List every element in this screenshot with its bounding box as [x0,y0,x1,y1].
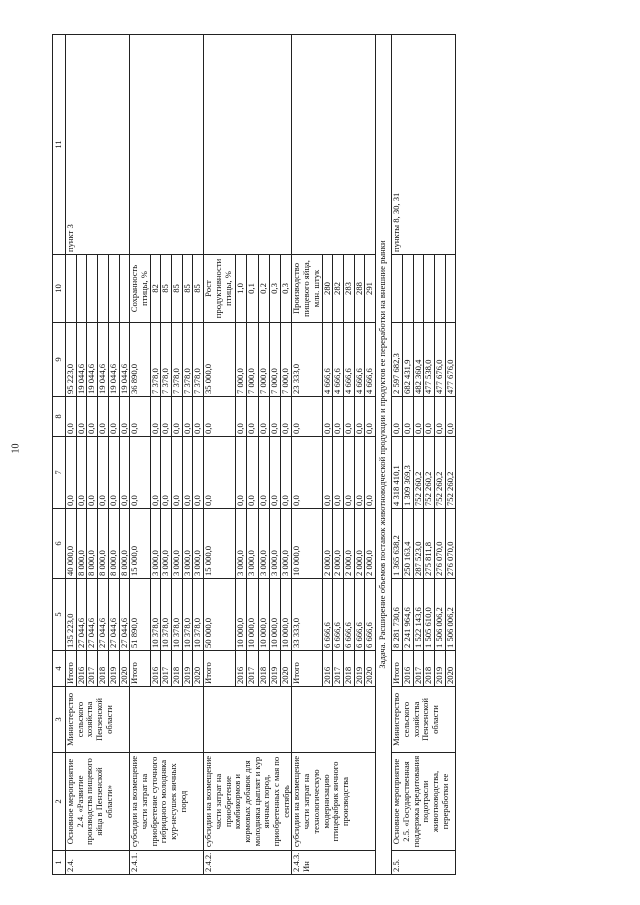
col-header: 8 [53,397,66,437]
total-value: 10 000,0 [247,579,258,651]
indicator-value [392,255,403,323]
total-value: 10 378,0 [193,579,204,651]
local-value: 0,0 [392,397,403,437]
indicator-value [413,255,424,323]
regional-value: 0,0 [172,437,183,509]
total-value: 135 223,0 [66,579,77,651]
federal-value: 8 000,0 [119,509,130,579]
table-row [292,35,322,875]
measure-name: Основное мероприятие 2.4. «Развитие производства пищевого яйца в Пензенской области» [66,753,130,851]
table-row [66,35,77,875]
total-value: 6 666,6 [322,579,333,651]
col-header: 1 [53,851,66,875]
other-value: 19 044,6 [98,323,109,397]
regional-value: 0,0 [87,437,98,509]
total-value: 27 044,6 [98,579,109,651]
local-value: 0,0 [258,397,269,437]
other-value: 7 000,0 [281,323,292,397]
local-value: 0,0 [445,397,456,437]
total-value: 10 000,0 [269,579,280,651]
indicator-value: 85 [172,255,183,323]
indicator-value [76,255,87,323]
indicator-value [66,255,77,323]
indicator-value [108,255,119,323]
federal-value: 275 811,8 [424,509,435,579]
regional-value: 0,0 [269,437,280,509]
total-value: 1 506 006,2 [434,579,445,651]
year-cell: Итого [292,651,322,687]
page-number: 10 [10,443,22,454]
local-value: 0,0 [247,397,258,437]
year-cell: 2020 [281,651,292,687]
year-cell: Итого [204,651,236,687]
other-value: 477 676,0 [434,323,445,397]
regional-value: 752 260,2 [445,437,456,509]
total-value: 10 378,0 [172,579,183,651]
indicator-value: 0,1 [247,255,258,323]
year-cell: 2018 [172,651,183,687]
total-value: 50 000,0 [204,579,236,651]
total-value: 10 378,0 [150,579,161,651]
indicator-value: 283 [343,255,354,323]
regional-value: 0,0 [193,437,204,509]
regional-value: 0,0 [247,437,258,509]
year-cell: 2019 [182,651,193,687]
indicator-value [87,255,98,323]
year-cell: 2020 [365,651,376,687]
row-number: 2.4.2. [204,851,292,875]
indicator-name: Рост продуктивности птицы, % [204,255,236,323]
federal-value: 8 000,0 [87,509,98,579]
local-value: 0,0 [98,397,109,437]
other-value: 682 431,9 [402,323,413,397]
year-cell: 2018 [343,651,354,687]
federal-value: 250 163,4 [402,509,413,579]
federal-value: 3 000,0 [247,509,258,579]
total-value: 10 378,0 [182,579,193,651]
local-value: 0,0 [424,397,435,437]
regional-value: 0,0 [365,437,376,509]
year-cell: 2016 [402,651,413,687]
other-value: 19 044,6 [119,323,130,397]
total-value: 33 333,0 [292,579,322,651]
year-cell: 2019 [434,651,445,687]
regional-value: 0,0 [182,437,193,509]
year-cell: 2018 [98,651,109,687]
federal-value: 8 000,0 [108,509,119,579]
local-value: 0,0 [76,397,87,437]
year-cell: 2016 [322,651,333,687]
federal-value: 3 000,0 [150,509,161,579]
other-value: 477 538,0 [424,323,435,397]
col-header: 6 [53,509,66,579]
measure-name: субсидии на возмещение части затрат на технологическую модернизацию птицефабрик яичного производства [292,753,376,851]
regional-value: 4 318 410,1 [392,437,403,509]
local-value: 0,0 [354,397,365,437]
year-cell: 2020 [445,651,456,687]
local-value: 0,0 [402,397,413,437]
year-cell: 2017 [247,651,258,687]
col-header: 10 [53,255,66,323]
federal-value: 3 000,0 [161,509,172,579]
regional-value: 0,0 [343,437,354,509]
total-value: 2 241 964,6 [402,579,413,651]
other-value: 4 666,6 [354,323,365,397]
col-header: 9 [53,323,66,397]
federal-value: 1 365 638,2 [392,509,403,579]
year-cell: 2019 [354,651,365,687]
regional-value: 0,0 [322,437,333,509]
total-value: 27 044,6 [76,579,87,651]
year-cell: 2020 [193,651,204,687]
regional-value: 752 260,2 [413,437,424,509]
indicator-value: 280 [322,255,333,323]
local-value: 0,0 [119,397,130,437]
indicator-value: 85 [193,255,204,323]
federal-value: 3 000,0 [258,509,269,579]
local-value: 0,0 [66,397,77,437]
local-value: 0,0 [343,397,354,437]
federal-value: 3 000,0 [235,509,246,579]
col-header: 11 [53,35,66,255]
executor [292,687,376,753]
other-value: 7 378,0 [182,323,193,397]
federal-value: 2 000,0 [343,509,354,579]
row-number: 2.4. [66,851,130,875]
regional-value: 0,0 [76,437,87,509]
indicator-value: 1,0 [235,255,246,323]
local-value: 0,0 [434,397,445,437]
indicator-value: 291 [365,255,376,323]
federal-value: 287 523,0 [413,509,424,579]
indicator-name: Сохранность птицы, % [130,255,150,323]
local-value: 0,0 [130,397,150,437]
federal-value: 3 000,0 [281,509,292,579]
other-value: 95 223,0 [66,323,77,397]
other-value: 19 044,6 [76,323,87,397]
other-value: 19 044,6 [87,323,98,397]
other-value: 7 000,0 [247,323,258,397]
local-value: 0,0 [413,397,424,437]
total-value: 27 044,6 [108,579,119,651]
other-value: 4 666,6 [333,323,344,397]
note-cell [130,35,204,255]
table-row [204,35,236,875]
indicator-value: 0,3 [281,255,292,323]
table-row [392,35,403,875]
total-value: 6 666,6 [354,579,365,651]
other-value: 19 044,6 [108,323,119,397]
total-value: 10 000,0 [281,579,292,651]
indicator-value: 85 [161,255,172,323]
local-value: 0,0 [108,397,119,437]
other-value: 7 000,0 [235,323,246,397]
task-row [376,35,392,875]
total-value: 10 000,0 [235,579,246,651]
other-value: 4 666,6 [343,323,354,397]
regional-value: 0,0 [161,437,172,509]
measure-name: Основное мероприятие 2.5. «Государственная поддержка кредитования подотрасли животноводства, переработки ее [392,753,456,851]
local-value: 0,0 [87,397,98,437]
regional-value: 0,0 [235,437,246,509]
indicator-value [98,255,109,323]
indicator-value: 282 [333,255,344,323]
year-cell: 2019 [269,651,280,687]
regional-value: 0,0 [119,437,130,509]
regional-value: 0,0 [98,437,109,509]
col-header: 5 [53,579,66,651]
rotated-page [52,35,637,875]
note-cell: пункты 8, 30, 31 [392,35,456,255]
regional-value: 0,0 [108,437,119,509]
other-value: 23 333,0 [292,323,322,397]
federal-value: 8 000,0 [98,509,109,579]
indicator-name: Производство пищевого яйца, млн. штук [292,255,322,323]
regional-value: 0,0 [258,437,269,509]
other-value: 36 890,0 [130,323,150,397]
year-cell: 2016 [76,651,87,687]
executor [130,687,204,753]
other-value: 7 378,0 [161,323,172,397]
year-cell: 2020 [119,651,130,687]
total-value: 6 666,6 [365,579,376,651]
local-value: 0,0 [281,397,292,437]
executor: Министерство сельского хозяйства Пензенской области [66,687,130,753]
local-value: 0,0 [235,397,246,437]
year-cell: Итого [130,651,150,687]
indicator-value [434,255,445,323]
note-cell [292,35,376,255]
local-value: 0,0 [193,397,204,437]
regional-value: 0,0 [292,437,322,509]
note-cell [204,35,292,255]
local-value: 0,0 [161,397,172,437]
other-value: 482 360,4 [413,323,424,397]
indicator-value: 288 [354,255,365,323]
row-number: 2.4.1. [130,851,204,875]
federal-value: 3 000,0 [269,509,280,579]
indicator-value [119,255,130,323]
federal-value: 2 000,0 [365,509,376,579]
year-cell: 2017 [333,651,344,687]
other-value: 4 666,6 [365,323,376,397]
indicator-value [402,255,413,323]
total-value: 27 044,6 [119,579,130,651]
executor: Министерство сельского хозяйства Пензенской области [392,687,456,753]
col-header: 2 [53,753,66,851]
local-value: 0,0 [333,397,344,437]
other-value: 7 378,0 [172,323,183,397]
program-table [52,34,456,875]
other-value: 4 666,6 [322,323,333,397]
header-row [53,35,66,875]
indicator-value: 85 [182,255,193,323]
local-value: 0,0 [292,397,322,437]
indicator-value [424,255,435,323]
year-cell: 2018 [258,651,269,687]
federal-value: 3 000,0 [193,509,204,579]
total-value: 51 890,0 [130,579,150,651]
table-body [66,35,456,875]
regional-value: 0,0 [130,437,150,509]
total-value: 6 666,6 [343,579,354,651]
total-value: 10 378,0 [161,579,172,651]
row-number: 2.4.3. Ин [292,851,376,875]
regional-value: 0,0 [354,437,365,509]
regional-value: 0,0 [150,437,161,509]
total-value: 1 505 610,0 [424,579,435,651]
local-value: 0,0 [269,397,280,437]
year-cell: Итого [392,651,403,687]
regional-value: 0,0 [204,437,236,509]
local-value: 0,0 [365,397,376,437]
federal-value: 3 000,0 [172,509,183,579]
federal-value: 276 070,0 [445,509,456,579]
col-header: 4 [53,651,66,687]
total-value: 6 666,6 [333,579,344,651]
year-cell: 2019 [108,651,119,687]
local-value: 0,0 [182,397,193,437]
col-header: 3 [53,687,66,753]
measure-name: субсидии на возмещение части затрат на приобретение суточного гибридного молодняка кур-несушек яичных пород [130,753,204,851]
regional-value: 0,0 [66,437,77,509]
total-value: 27 044,6 [87,579,98,651]
total-value: 10 000,0 [258,579,269,651]
regional-value: 752 260,2 [434,437,445,509]
year-cell: 2017 [87,651,98,687]
row-number: 2.5. [392,851,456,875]
year-cell: 2016 [235,651,246,687]
indicator-value [445,255,456,323]
regional-value: 0,0 [333,437,344,509]
local-value: 0,0 [204,397,236,437]
total-value: 1 506 006,2 [445,579,456,651]
federal-value: 3 000,0 [182,509,193,579]
other-value: 7 378,0 [150,323,161,397]
federal-value: 15 000,0 [204,509,236,579]
year-cell: 2017 [413,651,424,687]
indicator-value: 0,2 [258,255,269,323]
table-row [130,35,150,875]
federal-value: 276 070,0 [434,509,445,579]
note-cell: пункт 3 [66,35,130,255]
local-value: 0,0 [172,397,183,437]
regional-value: 0,0 [281,437,292,509]
other-value: 7 000,0 [258,323,269,397]
regional-value: 1 309 369,3 [402,437,413,509]
other-value: 35 000,0 [204,323,236,397]
measure-name: субсидии на возмещение части затрат на приобретение комбикормов и кормовых добавок для молодняка цыплят и кур яичных пород, приобретенных с мая по сентябрь [204,753,292,851]
federal-value: 8 000,0 [76,509,87,579]
federal-value: 10 000,0 [292,509,322,579]
other-value: 7 000,0 [269,323,280,397]
year-cell: 2016 [150,651,161,687]
federal-value: 2 000,0 [333,509,344,579]
federal-value: 15 000,0 [130,509,150,579]
other-value: 7 378,0 [193,323,204,397]
indicator-value: 0,3 [269,255,280,323]
col-header: 7 [53,437,66,509]
executor [204,687,292,753]
year-cell: 2017 [161,651,172,687]
task-text: Задача. Расширение объемов поставок животноводческой продукции и продуктов ее переработки на внешние рынки [376,35,392,875]
other-value: 477 676,0 [445,323,456,397]
local-value: 0,0 [150,397,161,437]
federal-value: 40 000,0 [66,509,77,579]
indicator-value: 82 [150,255,161,323]
regional-value: 752 260,2 [424,437,435,509]
total-value: 1 522 143,6 [413,579,424,651]
total-value: 8 281 730,6 [392,579,403,651]
year-cell: Итого [66,651,77,687]
federal-value: 2 000,0 [354,509,365,579]
federal-value: 2 000,0 [322,509,333,579]
other-value: 2 597 682,3 [392,323,403,397]
year-cell: 2018 [424,651,435,687]
local-value: 0,0 [322,397,333,437]
